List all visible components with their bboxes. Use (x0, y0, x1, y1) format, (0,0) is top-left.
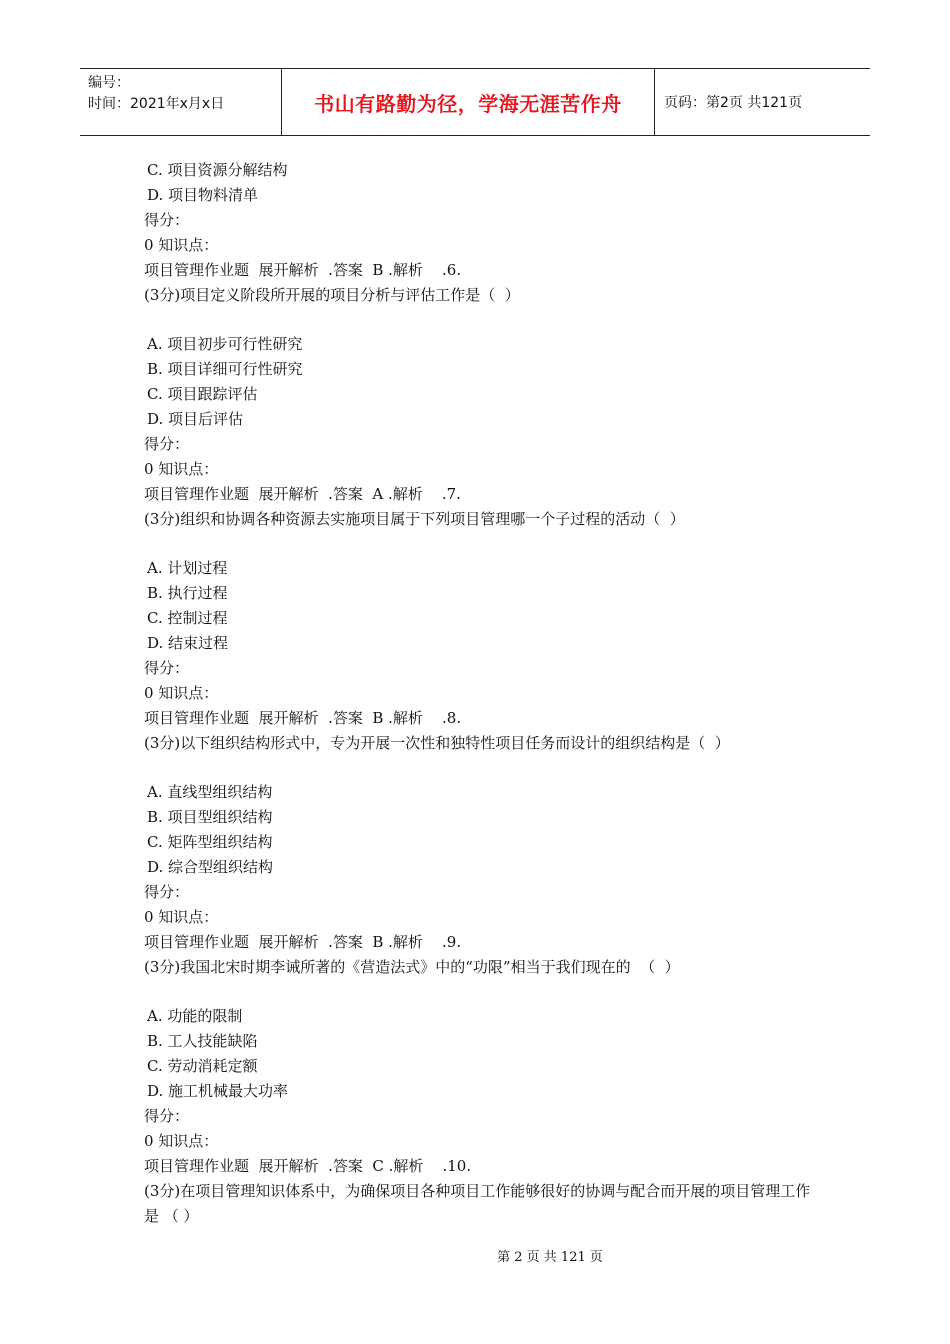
page-header (80, 68, 870, 136)
answer-option: B. 执行过程 (147, 584, 228, 602)
header-motto: 书山有路勤为径，学海无涯苦作舟 (282, 69, 655, 135)
text-line: 项目管理作业题 展开解析 .答案 B .解析 .8. (144, 709, 462, 727)
answer-option: D. 项目后评估 (147, 410, 244, 428)
document-body (144, 158, 824, 1229)
answer-option: D. 项目物料清单 (147, 186, 259, 204)
text-line: 0 知识点： (144, 236, 219, 254)
answer-option: D. 结束过程 (147, 634, 229, 652)
text-line: 得分： (144, 883, 190, 901)
text-line: 得分： (144, 1107, 190, 1125)
text-line: (3分)在项目管理知识体系中，为确保项目各种项目工作能够很好的协调与配合而开展的项目管理工作是 （ ） (144, 1182, 811, 1225)
blank-line (144, 532, 824, 556)
answer-option: D. 综合型组织结构 (147, 858, 274, 876)
text-line: 项目管理作业题 展开解析 .答案 A .解析 .7. (144, 485, 461, 503)
text-line: (3分)组织和协调各种资源去实施项目属于下列项目管理哪一个子过程的活动（ ） (144, 510, 685, 528)
text-line: 0 知识点： (144, 684, 219, 702)
text-line: 得分： (144, 659, 190, 677)
header-page-info: 页码：第2页 共121页 (664, 95, 803, 111)
answer-option: C. 矩阵型组织结构 (147, 833, 273, 851)
header-meta (80, 69, 282, 135)
text-line: 0 知识点： (144, 908, 219, 926)
answer-option: A. 直线型组织结构 (147, 783, 273, 801)
text-line: 项目管理作业题 展开解析 .答案 C .解析 .10. (144, 1157, 472, 1175)
text-line: (3分)以下组织结构形式中，专为开展一次性和独特性项目任务而设计的组织结构是（ ） (144, 734, 730, 752)
blank-line (144, 308, 824, 332)
page-footer: 第 2 页 共 121 页 (497, 1250, 603, 1265)
answer-option: B. 项目详细可行性研究 (147, 360, 303, 378)
answer-option: C. 项目资源分解结构 (147, 161, 288, 179)
doc-code-label: 编号： (88, 75, 130, 91)
blank-line (144, 756, 824, 780)
text-line: 项目管理作业题 展开解析 .答案 B .解析 .6. (144, 261, 462, 279)
answer-option: A. 计划过程 (147, 559, 228, 577)
text-line: 0 知识点： (144, 460, 219, 478)
text-line: (3分)项目定义阶段所开展的项目分析与评估工作是（ ） (144, 286, 520, 304)
answer-option: B. 工人技能缺陷 (147, 1032, 258, 1050)
answer-option: A. 项目初步可行性研究 (147, 335, 303, 353)
text-line: 项目管理作业题 展开解析 .答案 B .解析 .9. (144, 933, 462, 951)
text-line: 得分： (144, 211, 190, 229)
text-line: 0 知识点： (144, 1132, 219, 1150)
text-line: 得分： (144, 435, 190, 453)
answer-option: A. 功能的限制 (147, 1007, 243, 1025)
answer-option: C. 项目跟踪评估 (147, 385, 258, 403)
answer-option: C. 劳动消耗定额 (147, 1057, 258, 1075)
blank-line (144, 980, 824, 1004)
answer-option: B. 项目型组织结构 (147, 808, 273, 826)
text-line: (3分)我国北宋时期李诫所著的《营造法式》中的“功限”相当于我们现在的 （ ） (144, 958, 680, 976)
doc-date: 时间：2021年x月x日 (88, 96, 225, 112)
answer-option: D. 施工机械最大功率 (147, 1082, 289, 1100)
answer-option: C. 控制过程 (147, 609, 228, 627)
